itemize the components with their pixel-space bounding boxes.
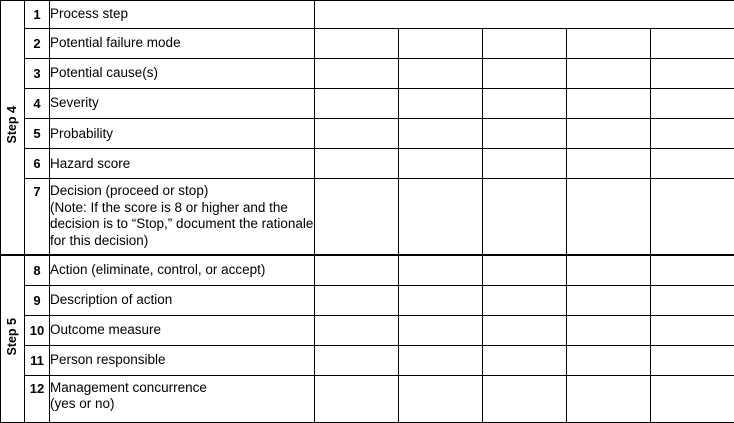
- row-entry[interactable]: [399, 315, 483, 345]
- row-number: 2: [25, 29, 50, 59]
- row-number: 9: [25, 285, 50, 315]
- row-entry[interactable]: [567, 315, 651, 345]
- step-header-step-5: [1, 255, 25, 422]
- row-number: 7: [25, 179, 50, 255]
- row-number: 5: [25, 119, 50, 149]
- row-entry[interactable]: [567, 375, 651, 422]
- row-entry[interactable]: [399, 59, 483, 89]
- row-number: 1: [25, 1, 50, 29]
- row-entry[interactable]: [651, 179, 734, 255]
- row-entry[interactable]: [483, 375, 567, 422]
- row-entry[interactable]: [567, 89, 651, 119]
- row-entry[interactable]: [651, 375, 734, 422]
- row-entry[interactable]: [399, 119, 483, 149]
- row-entry[interactable]: [399, 149, 483, 179]
- row-number: 8: [25, 255, 50, 285]
- step-header-label: Step 5: [5, 317, 20, 356]
- row-label: Description of action: [50, 285, 315, 315]
- row-number: 11: [25, 345, 50, 375]
- table-row: [1, 1, 734, 29]
- row-label: Management concurrence (yes or no): [50, 375, 315, 422]
- row-entry[interactable]: [567, 255, 651, 285]
- row-entry[interactable]: [483, 59, 567, 89]
- row-entry[interactable]: [315, 149, 399, 179]
- table-row: [1, 89, 734, 119]
- row-label: Process step: [50, 1, 315, 29]
- row-entry[interactable]: [399, 255, 483, 285]
- row-entry[interactable]: [399, 29, 483, 59]
- row-entry[interactable]: [483, 149, 567, 179]
- row-entry[interactable]: [567, 345, 651, 375]
- row-entry[interactable]: [567, 119, 651, 149]
- row-label: Severity: [50, 89, 315, 119]
- table-row: [1, 179, 734, 255]
- step-header-label: Step 4: [5, 106, 20, 144]
- row-entry[interactable]: [483, 29, 567, 59]
- row-entry[interactable]: [567, 179, 651, 255]
- table-row: [1, 255, 734, 285]
- row-entry[interactable]: [315, 179, 399, 255]
- row-entry[interactable]: [399, 285, 483, 315]
- row-entry[interactable]: [483, 315, 567, 345]
- row-entry[interactable]: [567, 59, 651, 89]
- row-entry[interactable]: [483, 119, 567, 149]
- row-entry[interactable]: [399, 375, 483, 422]
- row-entry[interactable]: [483, 345, 567, 375]
- row-entry[interactable]: [483, 89, 567, 119]
- row-label: Action (eliminate, control, or accept): [50, 255, 315, 285]
- row-entry[interactable]: [567, 29, 651, 59]
- table-row: [1, 149, 734, 179]
- row-number: 10: [25, 315, 50, 345]
- row-label: Potential failure mode: [50, 29, 315, 59]
- table-row: [1, 375, 734, 422]
- row-label: Decision (proceed or stop) (Note: If the score is 8 or higher and the decision is to “Stop,” document the rationale for this decision): [50, 179, 315, 255]
- row-entry[interactable]: [651, 149, 734, 179]
- row-entry[interactable]: [567, 149, 651, 179]
- row-entry[interactable]: [483, 285, 567, 315]
- row-entry[interactable]: [651, 59, 734, 89]
- row-entry[interactable]: [399, 345, 483, 375]
- row-entry[interactable]: [315, 29, 399, 59]
- row-entry[interactable]: [483, 179, 567, 255]
- row-entry[interactable]: [567, 285, 651, 315]
- row-entry[interactable]: [651, 119, 734, 149]
- row-entry[interactable]: [651, 255, 734, 285]
- row-entry[interactable]: [315, 119, 399, 149]
- row-label: Hazard score: [50, 149, 315, 179]
- table-row: [1, 345, 734, 375]
- table-row: [1, 315, 734, 345]
- table-row: [1, 285, 734, 315]
- table-row: [1, 59, 734, 89]
- table-row: [1, 29, 734, 59]
- row-entry[interactable]: [315, 345, 399, 375]
- row-label: Potential cause(s): [50, 59, 315, 89]
- step-header-step-4: [1, 1, 25, 256]
- row-label: Probability: [50, 119, 315, 149]
- row-entry[interactable]: [651, 285, 734, 315]
- row-entry-merged[interactable]: [315, 1, 734, 29]
- row-number: 12: [25, 375, 50, 422]
- row-number: 3: [25, 59, 50, 89]
- table-row: [1, 119, 734, 149]
- row-entry[interactable]: [483, 255, 567, 285]
- row-entry[interactable]: [651, 29, 734, 59]
- row-label: Person responsible: [50, 345, 315, 375]
- row-entry[interactable]: [399, 179, 483, 255]
- row-label: Outcome measure: [50, 315, 315, 345]
- row-number: 4: [25, 89, 50, 119]
- row-entry[interactable]: [315, 89, 399, 119]
- row-entry[interactable]: [315, 375, 399, 422]
- row-entry[interactable]: [651, 89, 734, 119]
- row-entry[interactable]: [315, 59, 399, 89]
- row-entry[interactable]: [651, 345, 734, 375]
- row-number: 6: [25, 149, 50, 179]
- row-entry[interactable]: [315, 315, 399, 345]
- row-entry[interactable]: [651, 315, 734, 345]
- row-entry[interactable]: [315, 285, 399, 315]
- row-entry[interactable]: [315, 255, 399, 285]
- row-entry[interactable]: [399, 89, 483, 119]
